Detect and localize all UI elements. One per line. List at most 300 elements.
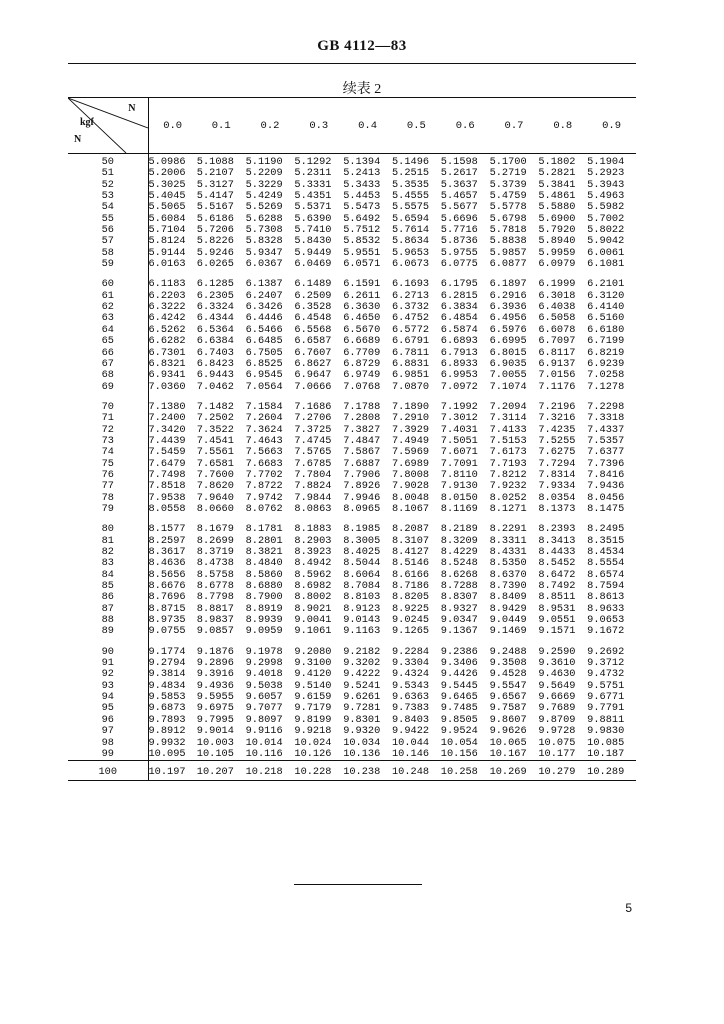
value-cell: 7.2910 xyxy=(391,412,430,425)
value-cell: 6.4140 xyxy=(587,301,625,314)
value-cell: 9.4222 xyxy=(343,668,381,681)
value-cell: 7.4643 xyxy=(245,434,283,447)
table-row xyxy=(68,638,636,658)
value-cell: 7.5663 xyxy=(245,446,283,459)
value-cell: 6.5874 xyxy=(440,323,478,336)
value-cell: 5.1394 xyxy=(343,156,381,168)
value-cell: 6.1489 xyxy=(294,278,332,291)
value-cell: 10.095 xyxy=(148,747,186,760)
value-cell: 6.8933 xyxy=(440,357,478,370)
value-cell: 5.8736 xyxy=(440,235,478,248)
value-cell: 6.3324 xyxy=(196,301,234,314)
value-cell: 8.2291 xyxy=(489,523,527,536)
row-label: 68 xyxy=(68,370,148,381)
value-cell: 8.8307 xyxy=(440,591,478,604)
row-label: 95 xyxy=(68,703,148,714)
value-cell: 8.6268 xyxy=(440,568,478,581)
value-cell: 8.1781 xyxy=(245,523,283,536)
value-cell: 6.8117 xyxy=(538,346,576,359)
value-cell: 6.1591 xyxy=(343,278,381,291)
value-cell: 9.0551 xyxy=(538,614,576,627)
row-label: 59 xyxy=(68,259,148,270)
table-row xyxy=(68,558,636,569)
value-cell: 5.3127 xyxy=(196,178,234,191)
value-cell: 5.3229 xyxy=(245,178,283,191)
row-label: 62 xyxy=(68,302,148,313)
value-cell: 8.4636 xyxy=(148,557,186,570)
value-cell: 7.3522 xyxy=(196,423,234,436)
value-cell: 7.8722 xyxy=(245,480,283,493)
value-cell: 8.0252 xyxy=(489,491,527,504)
row-label: 79 xyxy=(68,504,148,515)
value-cell: 5.1292 xyxy=(294,156,332,168)
value-cell: 9.2386 xyxy=(440,645,478,658)
value-cell: 10.238 xyxy=(343,761,392,781)
value-cell: 6.5670 xyxy=(343,323,381,336)
value-cell: 6.5976 xyxy=(489,323,527,336)
value-cell: 10.218 xyxy=(246,761,295,781)
value-cell: 6.4548 xyxy=(294,312,332,325)
value-cell: 8.9327 xyxy=(440,602,478,615)
value-cell: 5.3637 xyxy=(440,178,478,191)
value-cell: 6.4956 xyxy=(489,312,527,325)
value-cell: 7.2298 xyxy=(587,400,625,413)
value-cell: 6.3222 xyxy=(148,301,186,314)
value-cell: 7.7804 xyxy=(294,468,332,481)
document-header: GB 4112—83 xyxy=(317,38,407,54)
value-cell: 7.3725 xyxy=(294,423,332,436)
value-cell: 6.9749 xyxy=(343,369,381,382)
value-cell: 7.8926 xyxy=(343,480,381,493)
value-cell: 8.8511 xyxy=(538,591,576,604)
value-cell: 8.1475 xyxy=(587,502,625,515)
value-cell: 8.8919 xyxy=(245,602,283,615)
value-cell: 9.8811 xyxy=(587,713,625,726)
value-cell: 10.105 xyxy=(196,747,234,760)
table-row xyxy=(68,154,636,169)
value-cell: 8.9735 xyxy=(148,614,186,627)
table-row xyxy=(68,749,636,761)
value-cell: 10.003 xyxy=(196,736,234,749)
value-cell: 5.2311 xyxy=(294,167,332,180)
value-cell: 5.8226 xyxy=(196,235,234,248)
value-cell: 6.9239 xyxy=(587,357,625,370)
value-cell: 6.6893 xyxy=(440,335,478,348)
value-cell: 8.9939 xyxy=(245,614,283,627)
value-cell: 7.7193 xyxy=(489,457,527,470)
value-cell: 8.0150 xyxy=(440,491,478,504)
value-cell: 7.2400 xyxy=(148,412,186,425)
value-cell: 7.0055 xyxy=(489,369,527,382)
value-cell: 9.7383 xyxy=(391,702,430,715)
value-cell: 8.8715 xyxy=(148,602,186,615)
value-cell: 7.6785 xyxy=(294,457,332,470)
value-cell: 6.3834 xyxy=(440,301,478,314)
value-cell: 7.0768 xyxy=(343,380,381,393)
value-cell: 9.7281 xyxy=(343,702,381,715)
value-cell: 7.9130 xyxy=(440,480,478,493)
value-cell: 5.3943 xyxy=(587,178,625,191)
row-label: 60 xyxy=(68,270,148,290)
row-label: 92 xyxy=(68,669,148,680)
row-label: 61 xyxy=(68,291,148,302)
value-cell: 5.6492 xyxy=(343,212,381,225)
value-cell: 7.9436 xyxy=(587,480,625,493)
value-cell: 9.7077 xyxy=(245,702,283,715)
value-cell: 8.1985 xyxy=(343,523,381,536)
value-cell: 6.5160 xyxy=(587,312,625,325)
value-cell: 5.8124 xyxy=(148,235,186,248)
value-cell: 9.3304 xyxy=(391,657,430,670)
value-cell: 6.3426 xyxy=(245,301,283,314)
row-label: 76 xyxy=(68,470,148,481)
value-cell: 9.3610 xyxy=(538,657,576,670)
table-row xyxy=(68,336,636,347)
value-cell: 7.3420 xyxy=(148,423,186,436)
value-cell: 5.7512 xyxy=(343,224,381,237)
value-cell: 8.4331 xyxy=(489,546,527,558)
table-row xyxy=(68,626,636,637)
value-cell: 7.7396 xyxy=(587,457,625,470)
value-cell: 10.034 xyxy=(343,736,381,749)
value-cell: 5.9959 xyxy=(538,246,576,259)
value-cell: 6.2407 xyxy=(245,289,283,302)
value-cell: 7.9844 xyxy=(294,491,332,504)
value-cell: 9.2998 xyxy=(245,657,283,670)
value-cell: 6.0061 xyxy=(587,246,625,259)
value-cell: 9.2590 xyxy=(538,645,576,658)
value-cell: 6.2101 xyxy=(587,278,625,291)
value-cell: 6.3018 xyxy=(538,289,576,302)
value-cell: 5.8634 xyxy=(391,235,430,248)
value-cell: 7.0564 xyxy=(245,380,283,393)
value-cell: 5.7104 xyxy=(148,224,186,237)
value-cell: 9.5445 xyxy=(440,679,478,692)
value-cell: 7.3318 xyxy=(587,412,625,425)
value-cell: 6.5364 xyxy=(196,323,234,336)
value-cell: 9.5751 xyxy=(587,679,625,692)
value-cell: 7.9742 xyxy=(245,491,283,504)
value-cell: 9.5649 xyxy=(538,679,576,692)
value-cell: 10.269 xyxy=(490,761,539,781)
value-cell: 9.3814 xyxy=(148,668,186,681)
value-cell: 6.0571 xyxy=(343,258,381,271)
value-cell: 7.1584 xyxy=(245,400,283,413)
value-cell: 9.4630 xyxy=(538,668,576,681)
table-row xyxy=(68,761,636,781)
value-cell: 10.258 xyxy=(441,761,490,781)
value-cell: 6.0367 xyxy=(245,258,283,271)
value-cell: 5.3331 xyxy=(294,178,332,191)
value-cell: 7.6479 xyxy=(148,457,186,470)
value-cell: 7.2706 xyxy=(294,412,332,425)
value-cell: 8.4738 xyxy=(196,557,234,570)
value-cell: 8.2699 xyxy=(196,534,234,547)
value-cell: 9.8607 xyxy=(489,713,527,726)
value-cell: 5.7308 xyxy=(245,224,283,237)
row-label: 57 xyxy=(68,236,148,247)
value-cell: 7.9028 xyxy=(391,480,430,493)
value-cell: 5.6084 xyxy=(148,212,186,225)
value-cell: 8.1679 xyxy=(196,523,234,536)
value-cell: 7.8314 xyxy=(538,468,576,481)
value-cell: 9.9320 xyxy=(343,725,381,738)
value-cell: 9.4426 xyxy=(440,668,478,681)
value-cell: 5.4555 xyxy=(391,190,430,203)
row-label: 64 xyxy=(68,325,148,336)
value-cell: 7.6173 xyxy=(489,446,527,459)
value-cell: 7.0462 xyxy=(196,380,234,393)
table-row xyxy=(68,515,636,535)
value-cell: 9.1774 xyxy=(148,645,186,658)
value-cell: 9.1876 xyxy=(196,645,234,658)
value-cell: 7.2808 xyxy=(343,412,381,425)
value-cell: 8.4433 xyxy=(538,546,576,558)
value-cell: 5.2617 xyxy=(440,167,478,180)
value-cell: 9.1163 xyxy=(343,625,381,638)
value-cell: 7.0360 xyxy=(148,380,186,393)
value-cell: 9.3100 xyxy=(294,657,332,670)
value-cell: 6.1693 xyxy=(391,278,430,291)
value-cell: 5.6900 xyxy=(538,212,576,225)
value-cell: 6.8423 xyxy=(196,357,234,370)
value-cell: 8.8613 xyxy=(587,591,625,604)
value-cell: 5.9653 xyxy=(391,246,430,259)
row-label: 83 xyxy=(68,558,148,569)
value-cell: 8.6880 xyxy=(245,580,283,593)
value-cell: 10.167 xyxy=(489,747,527,760)
column-header: 0.4 xyxy=(343,98,392,154)
value-cell: 5.9246 xyxy=(196,246,234,259)
value-cell: 9.9830 xyxy=(587,725,625,738)
value-cell: 5.9755 xyxy=(440,246,478,259)
value-cell: 7.4847 xyxy=(343,434,381,447)
row-label: 77 xyxy=(68,481,148,492)
column-header: 0.7 xyxy=(490,98,539,154)
value-cell: 9.2488 xyxy=(489,645,527,658)
table-row xyxy=(68,413,636,424)
value-cell: 6.9647 xyxy=(294,369,332,382)
value-cell: 8.9021 xyxy=(294,602,332,615)
value-cell: 7.0156 xyxy=(538,369,576,382)
value-cell: 5.4249 xyxy=(245,190,283,203)
value-cell: 8.4229 xyxy=(440,546,478,558)
value-cell: 8.9633 xyxy=(587,602,625,615)
value-cell: 8.2087 xyxy=(391,523,430,536)
value-cell: 9.3712 xyxy=(587,657,625,670)
value-cell: 6.4854 xyxy=(440,312,478,325)
value-cell: 6.5466 xyxy=(245,323,283,336)
value-cell: 5.6594 xyxy=(391,212,430,225)
value-cell: 5.5880 xyxy=(538,201,576,214)
value-cell: 9.8709 xyxy=(538,713,576,726)
value-cell: 7.8008 xyxy=(391,468,430,481)
value-cell: 6.4038 xyxy=(538,301,576,314)
value-cell: 7.4031 xyxy=(440,423,478,436)
column-header: 0.8 xyxy=(538,98,587,154)
value-cell: 7.0258 xyxy=(587,369,625,382)
value-cell: 7.5459 xyxy=(148,446,186,459)
value-cell: 10.289 xyxy=(587,761,636,781)
value-cell: 6.8219 xyxy=(587,346,625,359)
value-cell: 7.1992 xyxy=(440,400,478,413)
value-cell: 7.8110 xyxy=(440,468,478,481)
value-cell: 5.8430 xyxy=(294,235,332,248)
row-label: 84 xyxy=(68,570,148,581)
row-label: 66 xyxy=(68,348,148,359)
value-cell: 8.9837 xyxy=(196,614,234,627)
value-cell: 7.5561 xyxy=(196,446,234,459)
value-cell: 10.044 xyxy=(391,736,430,749)
value-cell: 8.3005 xyxy=(343,534,381,547)
row-label: 67 xyxy=(68,359,148,370)
row-label: 65 xyxy=(68,336,148,347)
value-cell: 9.0653 xyxy=(587,614,625,627)
value-cell: 7.7498 xyxy=(148,468,186,481)
row-label: 89 xyxy=(68,626,148,637)
value-cell: 6.6078 xyxy=(538,323,576,336)
value-cell: 5.7920 xyxy=(538,224,576,237)
value-cell: 9.6057 xyxy=(245,691,283,704)
value-cell: 7.8518 xyxy=(148,480,186,493)
value-cell: 6.8729 xyxy=(343,357,381,370)
value-cell: 6.9851 xyxy=(391,369,430,382)
value-cell: 8.0456 xyxy=(587,491,625,504)
value-cell: 8.4025 xyxy=(343,546,381,558)
table-row xyxy=(68,168,636,179)
value-cell: 8.5350 xyxy=(489,557,527,570)
table-row xyxy=(68,481,636,492)
value-cell: 7.0870 xyxy=(391,380,430,393)
value-cell: 7.5051 xyxy=(440,434,478,447)
row-label: 55 xyxy=(68,214,148,225)
value-cell: 9.2284 xyxy=(391,645,430,658)
value-cell: 9.0959 xyxy=(245,625,283,638)
value-cell: 6.3936 xyxy=(489,301,527,314)
value-cell: 8.0965 xyxy=(343,502,381,515)
value-cell: 6.3732 xyxy=(391,301,430,314)
value-cell: 10.136 xyxy=(343,747,381,760)
value-cell: 7.2196 xyxy=(538,400,576,413)
value-cell: 5.0986 xyxy=(148,156,186,168)
value-cell: 5.5269 xyxy=(245,201,283,214)
value-cell: 7.5969 xyxy=(391,446,430,459)
value-cell: 6.1081 xyxy=(587,258,625,271)
value-cell: 10.279 xyxy=(538,761,587,781)
value-cell: 9.9524 xyxy=(440,725,478,738)
value-cell: 8.9225 xyxy=(391,602,430,615)
value-cell: 5.4045 xyxy=(148,190,186,203)
value-cell: 9.1367 xyxy=(440,625,478,638)
value-cell: 8.5758 xyxy=(196,568,234,581)
value-cell: 8.1577 xyxy=(148,523,186,536)
value-cell: 9.6771 xyxy=(587,691,625,704)
value-cell: 8.3923 xyxy=(294,546,332,558)
value-cell: 9.1571 xyxy=(538,625,576,638)
value-cell: 9.7689 xyxy=(538,702,576,715)
value-cell: 7.9946 xyxy=(343,491,381,504)
value-cell: 5.5778 xyxy=(489,201,527,214)
value-cell: 5.2515 xyxy=(391,167,430,180)
value-cell: 9.7995 xyxy=(196,713,234,726)
value-cell: 5.5065 xyxy=(148,201,186,214)
value-cell: 10.177 xyxy=(538,747,576,760)
value-cell: 9.5140 xyxy=(294,679,332,692)
value-cell: 8.3821 xyxy=(245,546,283,558)
value-cell: 5.2821 xyxy=(538,167,576,180)
value-cell: 8.2495 xyxy=(587,523,625,536)
value-cell: 7.1788 xyxy=(343,400,381,413)
value-cell: 5.2413 xyxy=(343,167,381,180)
row-label: 82 xyxy=(68,547,148,558)
value-cell: 5.1904 xyxy=(587,156,625,168)
value-cell: 5.9042 xyxy=(587,235,625,248)
value-cell: 9.5547 xyxy=(489,679,527,692)
value-cell: 9.1978 xyxy=(245,645,283,658)
table-row xyxy=(68,726,636,737)
value-cell: 6.1999 xyxy=(538,278,576,291)
value-cell: 5.9449 xyxy=(294,246,332,259)
value-cell: 5.9347 xyxy=(245,246,283,259)
value-cell: 8.9531 xyxy=(538,602,576,615)
value-cell: 8.0354 xyxy=(538,491,576,504)
value-cell: 8.5860 xyxy=(245,568,283,581)
value-cell: 8.1883 xyxy=(294,523,332,536)
row-label: 97 xyxy=(68,726,148,737)
value-cell: 9.8505 xyxy=(440,713,478,726)
value-cell: 6.4752 xyxy=(391,312,430,325)
value-cell: 9.6669 xyxy=(538,691,576,704)
value-cell: 6.7301 xyxy=(148,346,186,359)
row-label: 71 xyxy=(68,413,148,424)
row-label: 88 xyxy=(68,615,148,626)
value-cell: 6.3120 xyxy=(587,289,625,302)
row-label: 93 xyxy=(68,681,148,692)
value-cell: 6.6791 xyxy=(391,335,430,348)
value-cell: 7.1278 xyxy=(587,380,625,393)
value-cell: 8.8002 xyxy=(294,591,332,604)
value-cell: 6.0877 xyxy=(489,258,527,271)
value-cell: 5.5677 xyxy=(440,201,478,214)
value-cell: 5.6390 xyxy=(294,212,332,225)
value-cell: 9.0347 xyxy=(440,614,478,627)
value-cell: 6.6282 xyxy=(148,335,186,348)
value-cell: 8.6166 xyxy=(391,568,430,581)
value-cell: 5.1802 xyxy=(538,156,576,168)
value-cell: 9.2896 xyxy=(196,657,234,670)
value-cell: 5.7206 xyxy=(196,224,234,237)
value-cell: 9.7485 xyxy=(440,702,478,715)
value-cell: 8.4942 xyxy=(294,557,332,570)
column-header: 0.5 xyxy=(392,98,441,154)
value-cell: 7.1890 xyxy=(391,400,430,413)
value-cell: 6.1795 xyxy=(440,278,478,291)
value-cell: 8.8409 xyxy=(489,591,527,604)
value-cell: 6.9137 xyxy=(538,357,576,370)
value-cell: 7.6887 xyxy=(343,457,381,470)
value-cell: 5.3025 xyxy=(148,178,186,191)
value-cell: 8.5248 xyxy=(440,557,478,570)
value-cell: 5.8532 xyxy=(343,235,381,248)
value-cell: 5.6798 xyxy=(489,212,527,225)
value-cell: 6.0673 xyxy=(391,258,430,271)
value-cell: 5.2923 xyxy=(587,167,625,180)
value-cell: 7.7294 xyxy=(538,457,576,470)
value-cell: 8.6472 xyxy=(538,568,576,581)
value-cell: 7.3012 xyxy=(440,412,478,425)
value-cell: 7.4235 xyxy=(538,423,576,436)
value-cell: 8.7288 xyxy=(440,580,478,593)
